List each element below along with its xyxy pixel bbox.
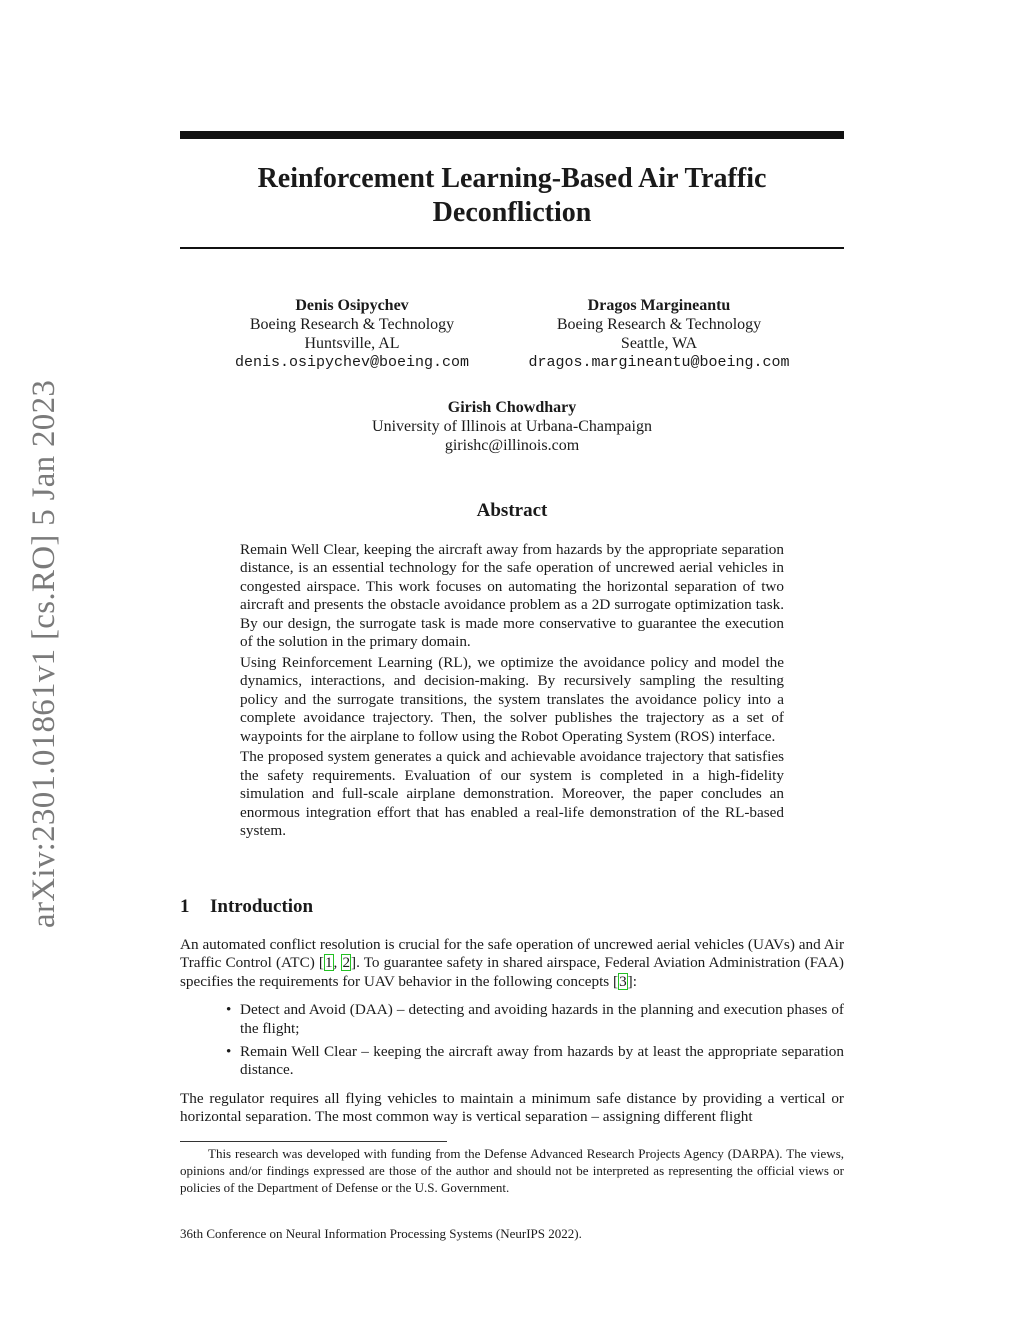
abstract-paragraph: The proposed system generates a quick and achievable avoidance trajectory that satisfies the safety requirements. Evaluation of our system is completed in a high-fidelity simulation and full-scale airplane demonstration. Moreover, the paper concludes an enormous integration effort that has enabled a real-life demonstration of the RL-based system.: [240, 748, 784, 840]
abstract-paragraph: Using Reinforcement Learning (RL), we optimize the avoidance policy and model the dynamics, interactions, and decision-making. By recursively sampling the resulting policy and the surrogate transitions, the system translates the avoidance policy into a complete avoidance trajectory. Then, the solver publishes the trajectory as a set of waypoints for the airplane to follow using the Robot Operating System (ROS) interface.: [240, 653, 784, 745]
citation-link[interactable]: 3: [619, 972, 627, 990]
title-top-rule: [180, 131, 844, 139]
intro-paragraph-2: The regulator requires all flying vehicles to maintain a minimum safe distance by providing a vertical or horizontal separation. The most common way is vertical separation – assigning different flight: [180, 1089, 844, 1126]
funding-footnote: This research was developed with funding from the Defense Advanced Research Projects Agency (DARPA). The views, opinions and/or findings expressed are those of the author and should not be interpreted as representing the official views or policies of the Department of Defense or the U.S. Government.: [180, 1146, 844, 1195]
footnote-rule: [180, 1141, 447, 1142]
author-location: Seattle, WA: [620, 335, 698, 352]
citation-link[interactable]: 1: [324, 954, 333, 972]
author-affiliation: Boeing Research & Technology: [249, 316, 455, 333]
intro-paragraph-1: [180, 936, 844, 991]
author-name: Dragos Margineantu: [587, 297, 731, 314]
author-block-2: [519, 296, 799, 372]
text-run: ]. To guarantee safety in shared airspace, Federal Aviation Administration (FAA) specifies the requirements for UAV behavior in the following concepts [: [180, 954, 844, 990]
list-item-text: Detect and Avoid (DAA) – detecting and avoiding hazards in the planning and execution phases of the flight;: [240, 1001, 844, 1037]
section-number: 1: [180, 896, 190, 917]
list-item: [180, 1043, 844, 1080]
list-item: [180, 1001, 844, 1038]
abstract-heading: Abstract: [476, 500, 548, 521]
author-name: Girish Chowdhary: [447, 399, 577, 416]
title-line-2: Deconfliction: [432, 197, 592, 228]
author-block-3: [312, 398, 712, 455]
author-affiliation: Boeing Research & Technology: [556, 316, 762, 333]
bullet-glyph: •: [226, 1001, 232, 1019]
title-line-1: Reinforcement Learning-Based Air Traffic: [257, 163, 767, 194]
author-email[interactable]: dragos.margineantu@boeing.com: [528, 354, 790, 371]
author-block-1: [222, 296, 482, 372]
text-run: ,: [333, 954, 342, 972]
introduction-body: [180, 936, 844, 1127]
text-run: ]:: [627, 972, 637, 990]
author-email[interactable]: girishc@illinois.com: [444, 437, 580, 454]
paper-title: [180, 162, 844, 230]
requirements-list: [180, 1001, 844, 1080]
author-name: Denis Osipychev: [295, 297, 409, 314]
bullet-glyph: •: [226, 1043, 232, 1061]
abstract-paragraph: Remain Well Clear, keeping the aircraft away from hazards by the appropriate separation distance, is an essential technology for the safe operation of uncrewed aerial vehicles in congested airspace. This work focuses on automating the horizontal separation of two aircraft and presents the obstacle avoidance problem as a 2D surrogate optimization task. By our design, the surrogate task is made more conservative to guarantee the execution of the solution in the primary domain.: [240, 541, 784, 651]
author-location: Huntsville, AL: [304, 335, 400, 352]
venue-footer: 36th Conference on Neural Information Processing Systems (NeurIPS 2022).: [180, 1226, 582, 1241]
section-heading-introduction: [180, 896, 313, 918]
title-bottom-rule: [180, 247, 844, 249]
abstract-body: [240, 541, 784, 843]
citation-link[interactable]: 2: [342, 954, 351, 972]
author-email[interactable]: denis.osipychev@boeing.com: [234, 354, 470, 371]
text-run: An automated conflict resolution is crucial for the safe operation of uncrewed aerial vehicles (UAVs) and Air Traffic Control (ATC) [: [180, 936, 844, 972]
arxiv-identifier: arXiv:2301.01861v1 [cs.RO] 5 Jan 2023: [26, 379, 62, 928]
list-item-text: Remain Well Clear – keeping the aircraft away from hazards by at least the appropriate separation distance.: [240, 1043, 844, 1079]
section-title: Introduction: [210, 896, 314, 917]
author-affiliation: University of Illinois at Urbana-Champaign: [372, 418, 652, 435]
